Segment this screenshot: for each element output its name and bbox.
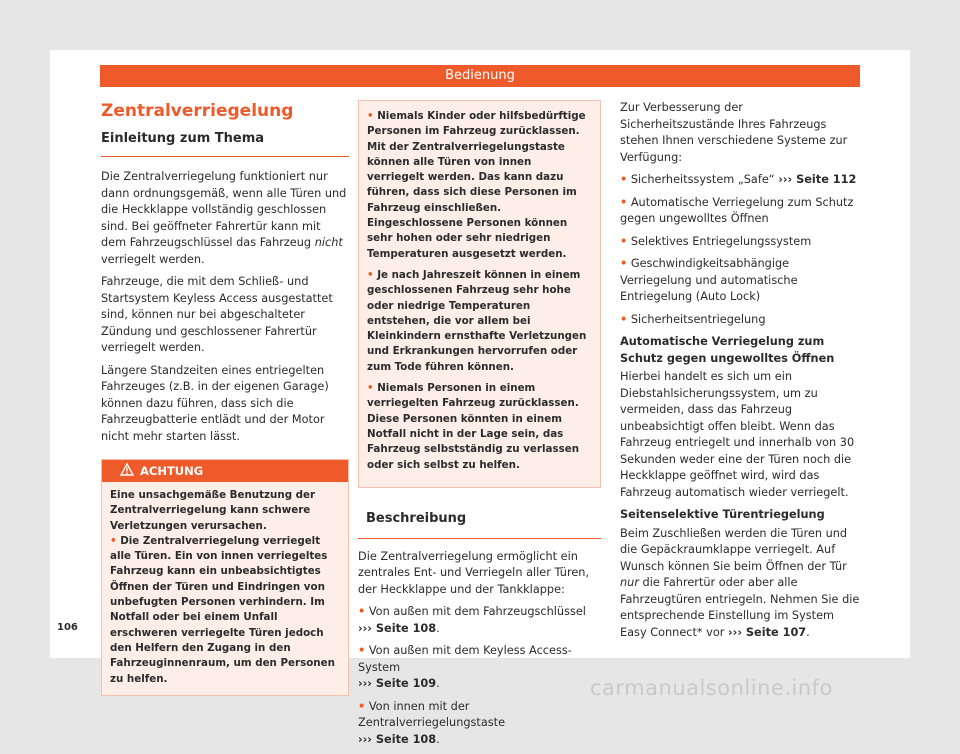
column-middle (358, 100, 601, 754)
paragraph: Fahrzeuge, die mit dem Schließ- und Startsystem Keyless Access ausgestattet sind, können nur bei abgeschalteter Zündung und geschlossener Fahrertür verriegelt werden. (101, 275, 333, 354)
warning-body: Eine unsachgemäße Benutzung der Zentralverriegelung kann schwere Verletzungen verursachen. • Die Zentralverriegelung verriegelt alle Türen. Ein von innen verriegeltes Fahrzeug kann ein unbeabsichtigtes Öffnen der Türen und Eindringen von unbefugten Personen verhindern. Im Notfall oder bei einem Unfall erschweren verriegelte Türen jedoch den Helfern den Zugang in den Fahrzeuginnenraum, um den Personen zu helfen. (102, 482, 348, 695)
list-item: • Sicherheitsentriegelung (620, 312, 766, 326)
page-link[interactable]: ››› Seite 107 (728, 625, 807, 639)
paragraph: Die Zentralverriegelung funktioniert nur dann ordnungsgemäß, wenn alle Türen und die Heckklappe vollständig geschlossen sind. Bei geöffneter Fahrertür kann mit dem Fahrzeugschlüssel das Fahrzeug nicht verriegelt werden. (101, 170, 347, 266)
warning-box-continued (358, 100, 601, 488)
page-link[interactable]: ››› Seite 108 (358, 621, 437, 635)
bullet-icon: • (110, 534, 117, 547)
list-item: • Von außen mit dem Keyless Access-System ››› Seite 109. (358, 644, 572, 691)
section-title: Beschreibung (358, 488, 601, 539)
list-item: • Geschwindigkeitsabhängige Verriegelung und automatische Entriegelung (Auto Lock) (620, 257, 798, 303)
subtitle: Einleitung zum Thema (101, 130, 349, 157)
column-right (620, 100, 860, 647)
list-item: • Selektives Entriegelungssystem (620, 234, 812, 248)
page-link[interactable]: ››› Seite 108 (358, 732, 437, 746)
page-link[interactable]: ››› Seite 109 (358, 677, 437, 691)
bullet-icon: • (367, 382, 374, 395)
page-link[interactable]: ››› Seite 112 (778, 173, 857, 186)
list-item: • Sicherheitssystem „Safe“ ››› Seite 112 (620, 173, 857, 186)
paragraph: Beim Zuschließen werden die Türen und die Gepäckraumklappe verriegelt. Auf Wunsch können Sie beim Öffnen der Tür nur die Fahrertür oder aber alle Fahrzeugtüren entriegeln. Nehmen Sie die entsprechende Einstellung im System Easy Connect* vor ››› Seite 107. (620, 526, 860, 639)
paragraph: Die Zentralverriegelung ermöglicht ein zentrales Ent- und Verriegeln aller Türen, der Heckklappe und der Tankklappe: (358, 549, 590, 596)
warning-box (101, 459, 349, 696)
column-left (101, 100, 349, 696)
warning-header: ACHTUNG (102, 460, 348, 482)
page-number: 106 (57, 622, 78, 633)
list-item: • Niemals Personen in einem verriegelten Fahrzeug zurücklassen. Diese Personen könnten in einem Notfall nicht in der Lage sein, das Fahrzeug selbstständig zu verlassen oder sich selbst zu helfen. (367, 382, 580, 471)
section-header: Bedienung (100, 65, 860, 87)
subheading: Automatische Verriegelung zum Schutz gegen ungewolltes Öffnen (620, 335, 835, 365)
list-item: • Je nach Jahreszeit können in einem geschlossenen Fahrzeug sehr hohe oder niedrige Temperaturen entstehen, die vor allem bei Kleinkindern ernsthafte Verletzungen und Erkrankungen hervorrufen oder zum Tode führen können. (367, 268, 587, 373)
paragraph: Zur Verbesserung der Sicherheitszustände Ihres Fahrzeugs stehen Ihnen verschiedene Systeme zur Verfügung: (620, 101, 848, 164)
paragraph: Hierbei handelt es sich um ein Diebstahlsicherungssystem, um zu vermeiden, dass das Fahrzeug unbeabsichtigt offen bleibt. Wenn das Fahrzeug entriegelt und innerhalb von 30 Sekunden weder eine der Türen noch die Heckklappe geöffnet wird, wird das Fahrzeug automatisch wieder verriegelt. (620, 370, 855, 499)
list-item: • Die Zentralverriegelung verriegelt alle Türen. Ein von innen verriegeltes Fahrzeug kann ein unbeabsichtigtes Öffnen der Türen und Eindringen von unbefugten Personen verhindern. Im Notfall oder bei einem Unfall erschweren verriegelte Türen jedoch den Helfern den Zugang in den Fahrzeuginnenraum, um den Personen zu helfen. (110, 534, 335, 685)
watermark: carmanualsonline.info (590, 676, 833, 700)
list-item: • Von innen mit der Zentralverriegelungstaste ››› Seite 108. (358, 699, 506, 746)
bullet-icon: • (367, 268, 374, 281)
warning-triangle-icon (120, 463, 134, 480)
paragraph: Längere Standzeiten eines entriegelten Fahrzeuges (z.B. in der eigenen Garage) können dazu führen, dass sich die Fahrzeugbatterie entlädt und der Motor nicht mehr starten lässt. (101, 363, 329, 443)
page-title: Zentralverriegelung (101, 101, 294, 121)
subheading: Seitenselektive Türentriegelung (620, 508, 825, 521)
list-item: • Niemals Kinder oder hilfsbedürftige Personen im Fahrzeug zurücklassen. Mit der Zentralverriegelungstaste können alle Türen von innen verriegelt werden. Das kann dazu führen, dass sich diese Personen im Fahrzeug einschließen. Eingeschlossene Personen können sehr hohen oder sehr niedrigen Temperaturen ausgesetzt werden. (367, 110, 586, 260)
list-item: • Von außen mit dem Fahrzeugschlüssel ››› Seite 108. (358, 605, 586, 635)
bullet-icon: • (367, 110, 374, 122)
list-item: • Automatische Verriegelung zum Schutz gegen ungewolltes Öffnen (620, 195, 854, 225)
